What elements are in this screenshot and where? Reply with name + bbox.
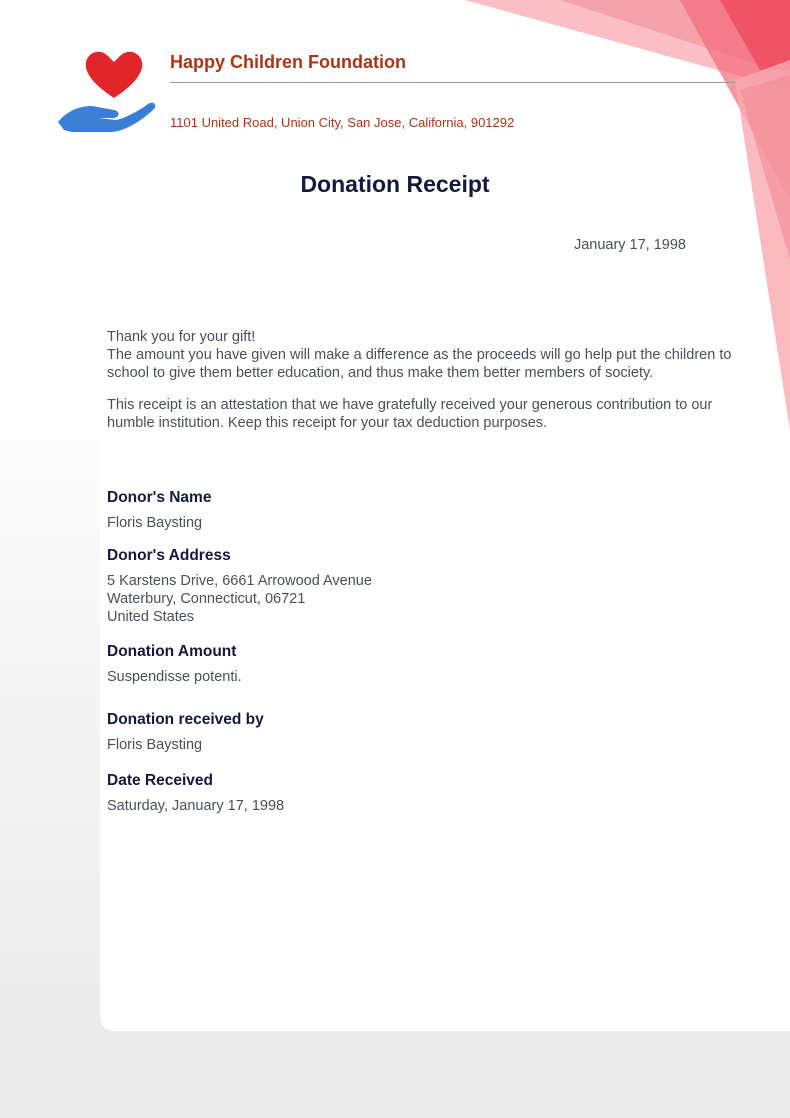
received-by-value: Floris Baysting: [107, 737, 203, 753]
attestation-paragraph: This receipt is an attestation that we have gratefully received your generous contribution to our humble institution. Keep this receipt for your tax deduction purposes.: [107, 397, 713, 431]
organization-name: Happy Children Foundation: [170, 52, 406, 72]
organization-address: 1101 United Road, Union City, San Jose, California, 901292: [170, 115, 515, 130]
address-line: Waterbury, Connecticut, 06721: [107, 591, 306, 607]
heart-in-hand-icon: [56, 46, 158, 134]
address-line: United States: [107, 609, 195, 625]
date-received-value: Saturday, January 17, 1998: [107, 798, 285, 814]
header-divider: [170, 82, 735, 83]
donor-name-label: Donor's Name: [107, 489, 212, 506]
address-line: 5 Karstens Drive, 6661 Arrowood Avenue: [107, 573, 372, 589]
impact-text: The amount you have given will make a difference as the proceeds will go help put the children to school to give them better education, and thus make them better members of society.: [107, 347, 732, 381]
thank-you-line: Thank you for your gift!: [107, 329, 256, 345]
donor-address-value: [107, 572, 372, 626]
date-received-label: Date Received: [107, 772, 213, 789]
document-date: January 17, 1998: [573, 237, 686, 253]
donation-amount-label: Donation Amount: [107, 643, 237, 660]
donor-name-value: Floris Baysting: [107, 515, 203, 531]
thank-you-paragraph: [107, 328, 747, 382]
donation-amount-value: Suspendisse potenti.: [107, 669, 242, 685]
received-by-label: Donation received by: [107, 711, 264, 728]
document-title: Donation Receipt: [300, 171, 490, 197]
donor-address-label: Donor's Address: [107, 547, 231, 564]
